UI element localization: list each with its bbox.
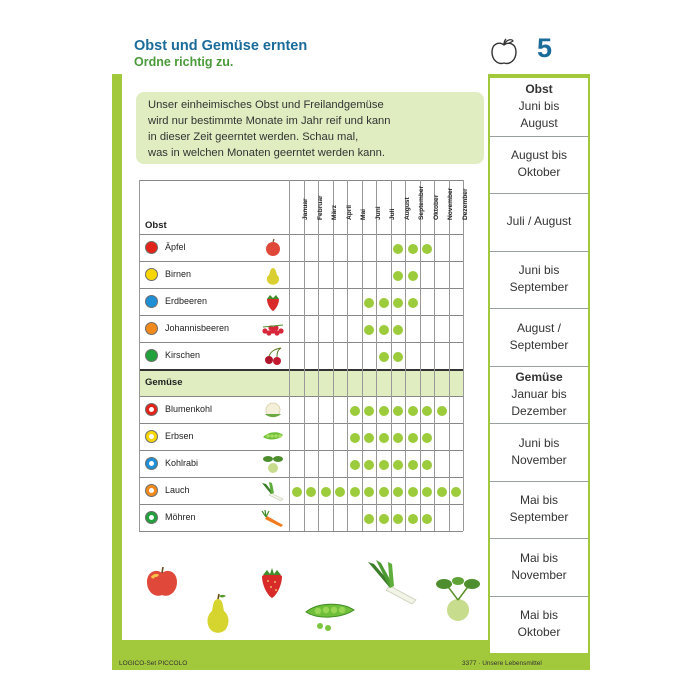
harvest-month-mark: [364, 487, 374, 497]
table-column-divider: [139, 180, 140, 531]
card-title: Obst und Gemüse ernten: [134, 38, 308, 54]
month-header: [421, 180, 440, 234]
month-label: Mai: [360, 209, 367, 220]
answer-card-text: September: [509, 337, 569, 352]
harvest-month-mark: [379, 352, 389, 362]
cherry-icon: [261, 346, 285, 366]
kohlrabi-icon: [261, 454, 285, 474]
answer-card-text: Mai bis: [519, 493, 558, 508]
month-header: [363, 180, 382, 234]
color-code-dot: [145, 295, 158, 308]
harvest-month-mark: [422, 244, 432, 254]
answer-cards-column: [490, 78, 588, 653]
harvest-month-mark: [393, 433, 403, 443]
harvest-month-mark: [350, 433, 360, 443]
carrot-icon: [261, 508, 285, 528]
harvest-month-mark: [422, 406, 432, 416]
harvest-month-mark: [379, 325, 389, 335]
table-row-divider: [139, 531, 463, 532]
harvest-month-mark: [364, 406, 374, 416]
harvest-month-mark: [364, 325, 374, 335]
answer-card[interactable]: [490, 147, 588, 181]
harvest-month-mark: [408, 271, 418, 281]
harvest-month-mark: [422, 460, 432, 470]
color-code-dot: [145, 349, 158, 362]
harvest-month-mark: [393, 487, 403, 497]
harvest-month-mark: [364, 298, 374, 308]
month-header: [345, 180, 367, 234]
month-label: Juli: [389, 208, 396, 220]
answer-card-heading: Obst: [525, 82, 553, 97]
month-label: September: [418, 185, 425, 220]
harvest-month-mark: [335, 487, 345, 497]
color-code-dot: [145, 484, 158, 497]
month-header: [316, 180, 338, 234]
answer-card-text: Januar bis: [511, 386, 567, 401]
answer-card-separator: [490, 366, 588, 367]
month-header: [374, 180, 396, 234]
answer-card-separator: [490, 193, 588, 194]
harvest-month-mark: [350, 487, 360, 497]
harvest-month-mark: [451, 487, 461, 497]
answer-card-separator: [490, 251, 588, 252]
month-header: [392, 180, 411, 234]
color-code-dot: [145, 511, 158, 524]
answer-card-separator: [490, 308, 588, 309]
intro-line: in dieser Zeit geerntet werden. Schau mal,: [148, 131, 359, 143]
vegetable-name: Möhren: [165, 512, 196, 522]
pear-icon: [261, 265, 285, 285]
harvest-month-mark: [437, 406, 447, 416]
vegetable-name: Blumenkohl: [165, 404, 213, 414]
answer-card-separator: [490, 423, 588, 424]
answer-card-text: Juni bis: [518, 99, 560, 114]
answer-card[interactable]: [490, 435, 588, 469]
month-header: [450, 180, 469, 234]
harvest-month-mark: [408, 406, 418, 416]
harvest-calendar-table: [139, 180, 469, 531]
harvest-month-mark: [379, 514, 389, 524]
intro-line: Unser einheimisches Obst und Freilandgemüse: [148, 99, 384, 111]
month-label: Januar: [302, 198, 309, 220]
harvest-month-mark: [364, 514, 374, 524]
harvest-month-mark: [364, 433, 374, 443]
card-header: [112, 28, 590, 74]
table-row-divider: [139, 234, 463, 235]
answer-card-text: Juli / August: [506, 214, 572, 229]
harvest-month-mark: [422, 487, 432, 497]
harvest-month-mark: [364, 460, 374, 470]
answer-card[interactable]: [490, 492, 588, 526]
harvest-month-mark: [393, 352, 403, 362]
harvest-month-mark: [350, 406, 360, 416]
harvest-month-mark: [306, 487, 316, 497]
month-label: Oktober: [432, 194, 440, 220]
intro-line: was in welchen Monaten geerntet werden kann.: [148, 147, 385, 159]
answer-card-text: August: [520, 116, 558, 131]
harvest-month-mark: [379, 406, 389, 416]
table-row-divider: [139, 261, 463, 262]
answer-card-text: September: [509, 510, 569, 525]
fruit-name: Erdbeeren: [165, 296, 208, 306]
harvest-month-mark: [350, 460, 360, 470]
harvest-month-mark: [393, 514, 403, 524]
month-label: April: [345, 204, 353, 220]
month-label: August: [403, 197, 411, 220]
apple-icon: [261, 238, 285, 258]
harvest-month-mark: [408, 514, 418, 524]
table-row-divider: [139, 477, 463, 478]
answer-card-text: Dezember: [511, 403, 567, 418]
answer-card[interactable]: [490, 369, 588, 420]
table-row-divider: [139, 315, 463, 316]
harvest-month-mark: [422, 514, 432, 524]
fruit-name: Johannisbeeren: [165, 323, 230, 333]
harvest-month-mark: [292, 487, 302, 497]
color-code-dot: [145, 322, 158, 335]
month-header: [305, 180, 324, 234]
answer-card-separator: [490, 136, 588, 137]
answer-card[interactable]: [490, 550, 588, 584]
answer-card-text: Juni bis: [518, 435, 560, 450]
month-label: Juni: [374, 206, 382, 220]
vegetable-name: Lauch: [165, 485, 190, 495]
answer-card-separator: [490, 596, 588, 597]
harvest-month-mark: [379, 298, 389, 308]
harvest-month-mark: [408, 487, 418, 497]
answer-card-text: Juni bis: [518, 263, 560, 278]
color-code-dot: [145, 457, 158, 470]
harvest-month-mark: [379, 487, 389, 497]
answer-card-text: September: [509, 280, 569, 295]
strawberry-icon: [258, 566, 286, 600]
harvest-month-mark: [408, 433, 418, 443]
cauliflower-icon: [261, 400, 285, 420]
harvest-month-mark: [379, 460, 389, 470]
fruit-name: Kirschen: [165, 350, 201, 360]
peas-icon: [261, 427, 285, 447]
harvest-month-mark: [408, 298, 418, 308]
answer-card-text: Oktober: [517, 625, 561, 640]
answer-card-text: Oktober: [517, 165, 561, 180]
pear-icon: [204, 593, 232, 635]
harvest-month-mark: [437, 487, 447, 497]
strawberry-icon: [261, 292, 285, 312]
month-label: November: [447, 187, 454, 220]
vegetable-name: Kohlrabi: [165, 458, 199, 468]
harvest-month-mark: [422, 433, 432, 443]
harvest-month-mark: [393, 271, 403, 281]
harvest-month-mark: [408, 244, 418, 254]
answer-card-separator: [490, 481, 588, 482]
answer-card-text: Mai bis: [519, 550, 558, 565]
card-subtitle: Ordne richtig zu.: [134, 55, 234, 69]
answer-card[interactable]: [490, 213, 588, 230]
table-row-divider: [139, 396, 463, 397]
footer-right: 3377 · Unsere Lebensmittel: [462, 660, 542, 667]
harvest-month-mark: [393, 325, 403, 335]
table-row-divider: [139, 342, 463, 343]
table-row-divider: [139, 450, 463, 451]
month-header: [432, 180, 454, 234]
table-row-divider: [139, 288, 463, 289]
answer-card-text: November: [511, 567, 567, 582]
currant-icon: [261, 319, 285, 339]
answer-card-text: August /: [516, 320, 562, 335]
leek-icon: [366, 558, 422, 606]
harvest-month-mark: [393, 406, 403, 416]
apple-icon: [144, 564, 180, 600]
fruit-name: Birnen: [165, 269, 192, 279]
answer-card[interactable]: [490, 320, 588, 354]
worksheet-panel: [122, 74, 488, 640]
harvest-month-mark: [408, 460, 418, 470]
peas-icon: [302, 598, 358, 634]
answer-card-text: August bis: [510, 148, 568, 163]
vegetable-section-label: Gemüse: [145, 377, 183, 388]
harvest-month-mark: [393, 460, 403, 470]
card-number: 5: [537, 33, 553, 63]
table-row-divider: [139, 504, 463, 505]
leek-icon: [261, 481, 285, 501]
color-code-dot: [145, 241, 158, 254]
answer-card-separator: [490, 538, 588, 539]
month-header: [334, 180, 353, 234]
vegetable-name: Erbsen: [165, 431, 194, 441]
table-row-divider: [139, 423, 463, 424]
month-header: [290, 180, 309, 234]
fruit-section-label: Obst: [145, 220, 167, 231]
answer-card[interactable]: [490, 81, 588, 132]
answer-card-heading: Gemüse: [515, 369, 563, 384]
apple-outline-icon: [488, 36, 520, 68]
harvest-month-mark: [379, 433, 389, 443]
month-label: Dezember: [461, 188, 469, 220]
answer-card[interactable]: [490, 262, 588, 296]
answer-card-text: Mai bis: [519, 608, 558, 623]
intro-text-box: [136, 92, 484, 164]
harvest-month-mark: [393, 298, 403, 308]
worksheet-card: [112, 28, 590, 670]
color-code-dot: [145, 403, 158, 416]
answer-card[interactable]: [490, 607, 588, 641]
answer-card-text: November: [511, 452, 567, 467]
color-code-dot: [145, 430, 158, 443]
month-label: Februar: [316, 195, 324, 220]
intro-line: wird nur bestimmte Monate im Jahr reif und kann: [148, 115, 391, 127]
vegetable-header-band: [139, 369, 463, 396]
month-label: März: [331, 204, 338, 220]
fruit-name: Äpfel: [165, 242, 186, 252]
harvest-month-mark: [393, 244, 403, 254]
table-row-divider: [139, 369, 463, 371]
color-code-dot: [145, 268, 158, 281]
month-header: [403, 180, 425, 234]
harvest-month-mark: [321, 487, 331, 497]
kohlrabi-icon: [434, 576, 482, 626]
footer-left: LOGICO-Set PICCOLO: [119, 660, 188, 667]
